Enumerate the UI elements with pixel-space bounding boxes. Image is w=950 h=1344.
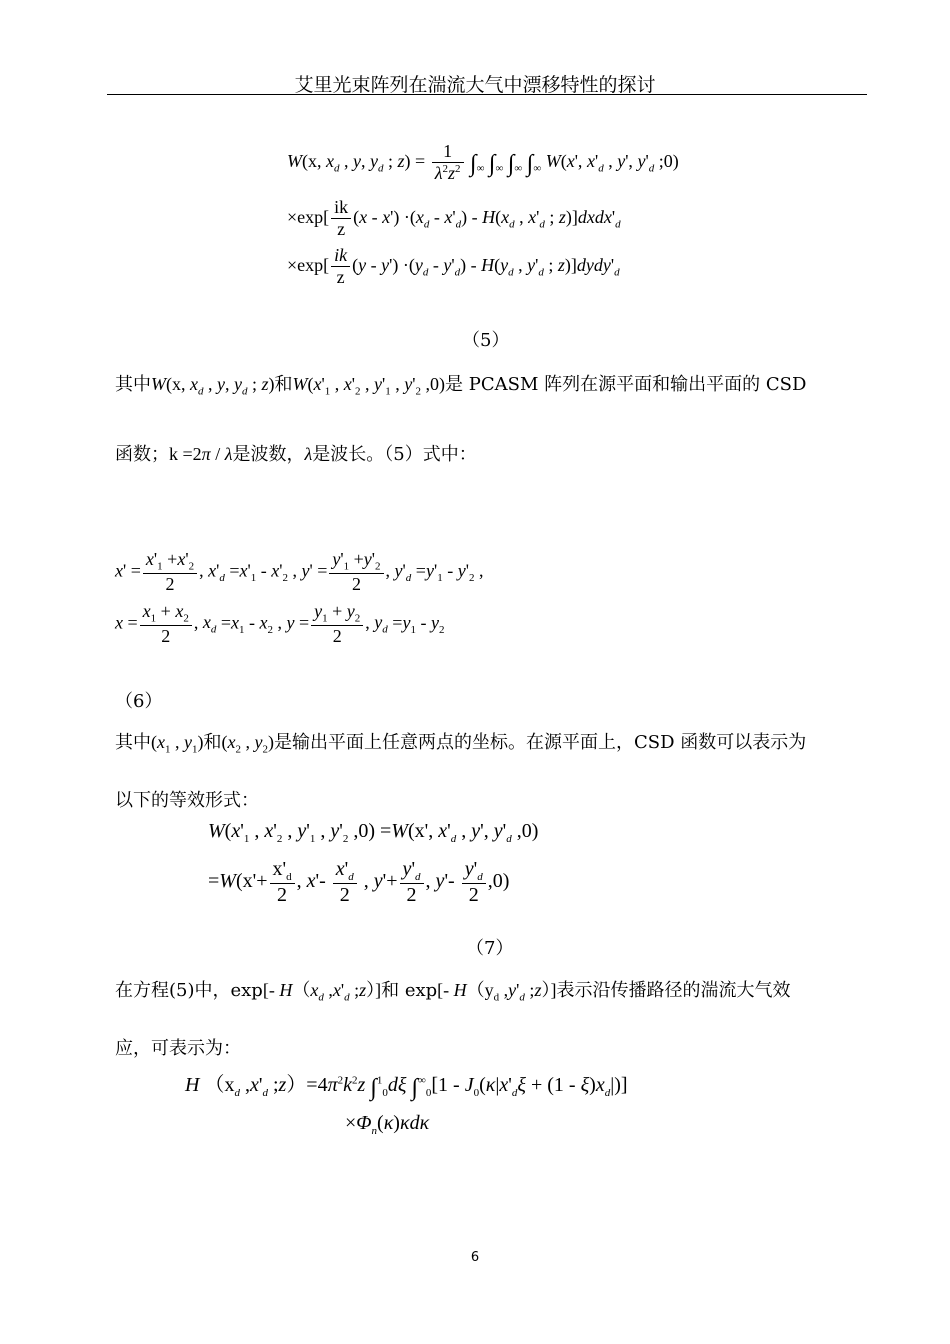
equation-7-number: （7） [466,938,514,959]
inline-formula-point-2: ($x_2$ , $y_2$) [221,732,274,756]
equation-5-line-1: W(x, $x_d$ , y, $y_d$ ; z) = $\frac{1}{\lambda^2z^2}$ $\int_\infty$ $\int_\infty$ $\int_\infty$ $\int_\infty$ W(x', $x'_d$ , y', $y'_d$ ;0) [287,141,679,183]
paragraph-equivalent-form: 以下的等效形式： [115,790,259,811]
inline-formula-h-y: [- $H(y_d$ $,y'_d$ ;z）] [437,980,557,1004]
paragraph-expressed-as: 应，可表示为： [115,1038,241,1059]
text-run: 和 [203,732,222,753]
text-run: 其中 [115,374,151,395]
equation-5-line-2: ×exp[ $\frac{ik}{z}$ $(x - x') \cdot(x_d - x'_d) - H(x_d$ , $x'_d$ ; $z)]dxdx'_d$ [287,197,621,239]
equation-6-line-1: x' = $\frac{x'_1 +x'_2}{2}$ , $x'_d =x'_1 - x'_2$ , y' = $\frac{y'_1 +y'_2}{2}$ , $y'_d =y'_1 - y'_2$ , [115,549,484,594]
inline-formula-w-source: $W(x'_1$ , $x'_2$ , $y'_1$ , $y'_2$ ,0) [292,374,446,398]
text-run: 函数； [115,444,169,465]
page-header-title: 艾里光束阵列在湍流大气中漂移特性的探讨 [294,74,656,96]
paragraph-csd-definition [115,370,806,398]
text-run: 在方程(5)中，exp [115,980,263,1001]
text-run: 是波长。（5）式中： [312,444,477,465]
paragraph-coordinates [115,728,806,756]
inline-formula-k: k =2π / λ [169,444,233,464]
inline-formula-h-x: [- $H(x_d$ $,x'_d$ ;z）] [262,980,382,1004]
header-rule [107,94,867,95]
equation-8-line-2: $\times\Phi_n(\kappa)\kappa d\kappa$ [345,1112,430,1137]
text-run: 和 [274,374,293,395]
equation-7-line-2: =W(x'+ $\frac{x'_d}{2}$ , x'- $\frac{x'_d}{2}$ , y'+ $\frac{y'_d}{2}$ , y'- $\frac{y'_d}{2}$ ,0) [208,858,510,907]
equation-6-line-2: x = $\frac{x_1 + x_2}{2}$ , $x_d =x_1 - x_2$ , y = $\frac{y_1 + y_2}{2}$ , $y_d =y_1 - y_2$ [115,601,445,646]
page-number: 6 [470,1250,480,1265]
text-run: 是波数， [232,444,305,465]
text-run: 其中 [115,732,151,753]
inline-formula-w-output: W(x, $x_d$ , y, $y_d$ ; z) [151,374,275,398]
equation-6-number: （6） [115,691,163,712]
inline-formula-lambda: λ [304,444,313,464]
inline-formula-point-1: ($x_1$ , $y_1$) [151,732,204,756]
equation-7-line-1: $W(x'_1$ , $x'_2$ , $y'_1$ , $y'_2$ ,0) =W(x', $x'_d$ , y', $y'_d$ ,0) [208,820,539,845]
equation-8-line-1: H （$x_d$ $,x'_d$ $;z)=4\pi^2k^2z$ ∫$^1_0$dξ $\int^\infty_0[1 - J_0(\kappa|x'_d\xi + (1 - \xi)x_d|)]$ [185,1074,628,1101]
paragraph-wavenumber [115,440,477,466]
text-run: 是输出平面上任意两点的坐标。在源平面上，CSD 函数可以表示为 [274,732,807,753]
text-run: 表示沿传播路径的湍流大气效 [556,980,791,1001]
text-run: 和 exp [381,980,438,1001]
text-run: 是 PCASM 阵列在源平面和输出平面的 CSD [445,374,807,395]
equation-5-line-3: ×exp[ $\frac{ik}{z}$ $(y - y') \cdot(y_d - y'_d) - H(y_d$ , $y'_d$ ; $z)]dydy'_d$ [287,245,620,287]
equation-5-number: （5） [462,330,510,351]
paragraph-turbulence-effect [115,976,790,1004]
